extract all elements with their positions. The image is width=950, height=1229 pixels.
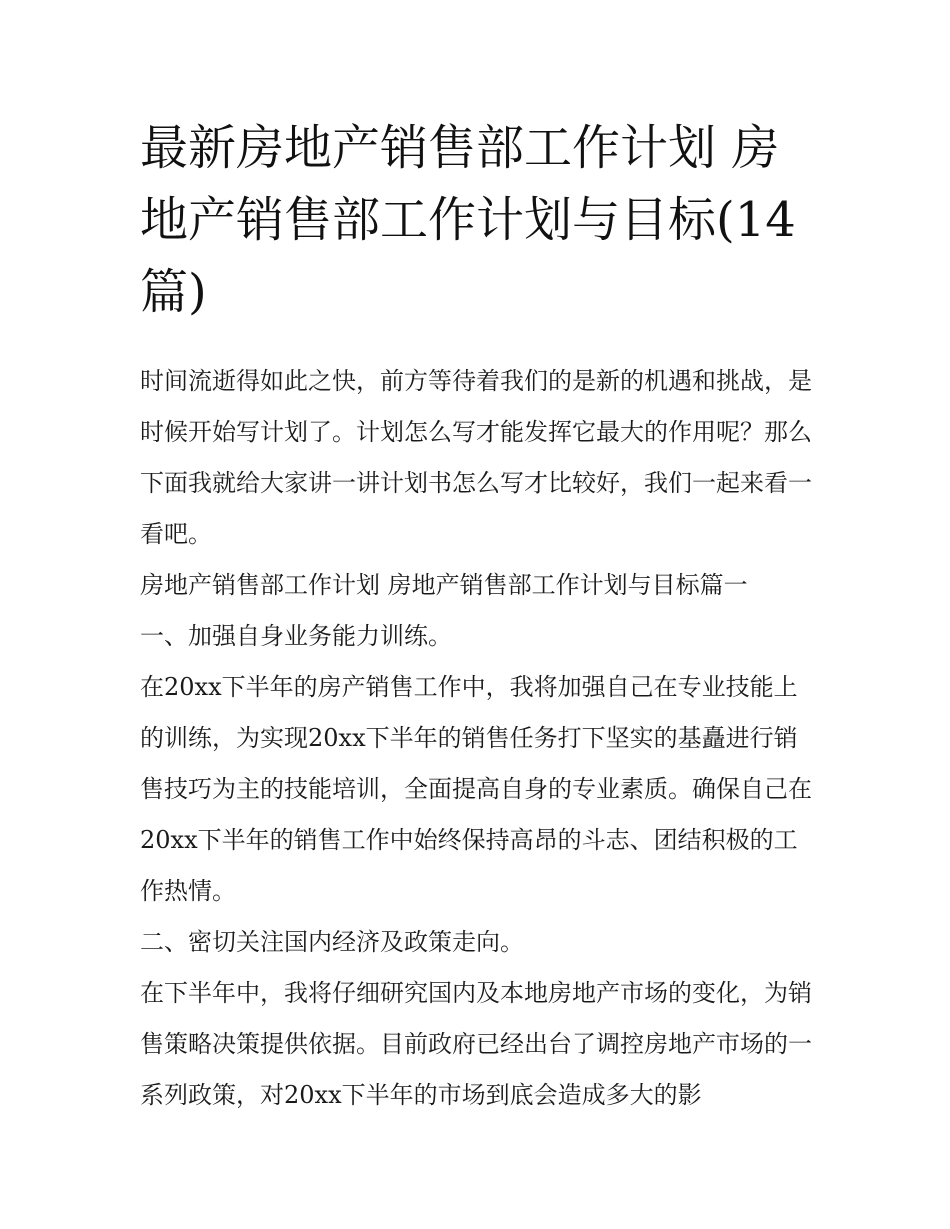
page-title: 最新房地产销售部工作计划 房地产销售部工作计划与目标(14篇) xyxy=(140,120,796,320)
section-heading: 房地产销售部工作计划 房地产销售部工作计划与目标篇一 xyxy=(140,571,748,599)
list-heading-2: 二、密切关注国内经济及政策走向。 xyxy=(140,928,524,956)
paragraph-2: 在下半年中，我将仔细研究国内及本地房地产市场的变化，为销售策略决策提供依据。目前政府已经出台了调控房地产市场的一系列政策，对20xx下半年的市场到底会造成多大的影 xyxy=(140,979,812,1109)
paragraph-intro: 时间流逝得如此之快，前方等待着我们的是新的机遇和挑战，是时候开始写计划了。计划怎么写才能发挥它最大的作用呢？那么下面我就给大家讲一讲计划书怎么写才比较好，我们一起来看一看吧。 xyxy=(140,367,812,548)
list-heading-1: 一、加强自身业务能力训练。 xyxy=(140,622,452,650)
document-body xyxy=(140,356,820,1121)
paragraph-1: 在20xx下半年的房产销售工作中，我将加强自己在专业技能上的训练，为实现20xx下半年的销售任务打下坚实的基矗进行销售技巧为主的技能培训，全面提高自身的专业素质。确保自己在20xx下半年的销售工作中始终保持高昂的斗志、团结积极的工作热情。 xyxy=(140,673,812,905)
